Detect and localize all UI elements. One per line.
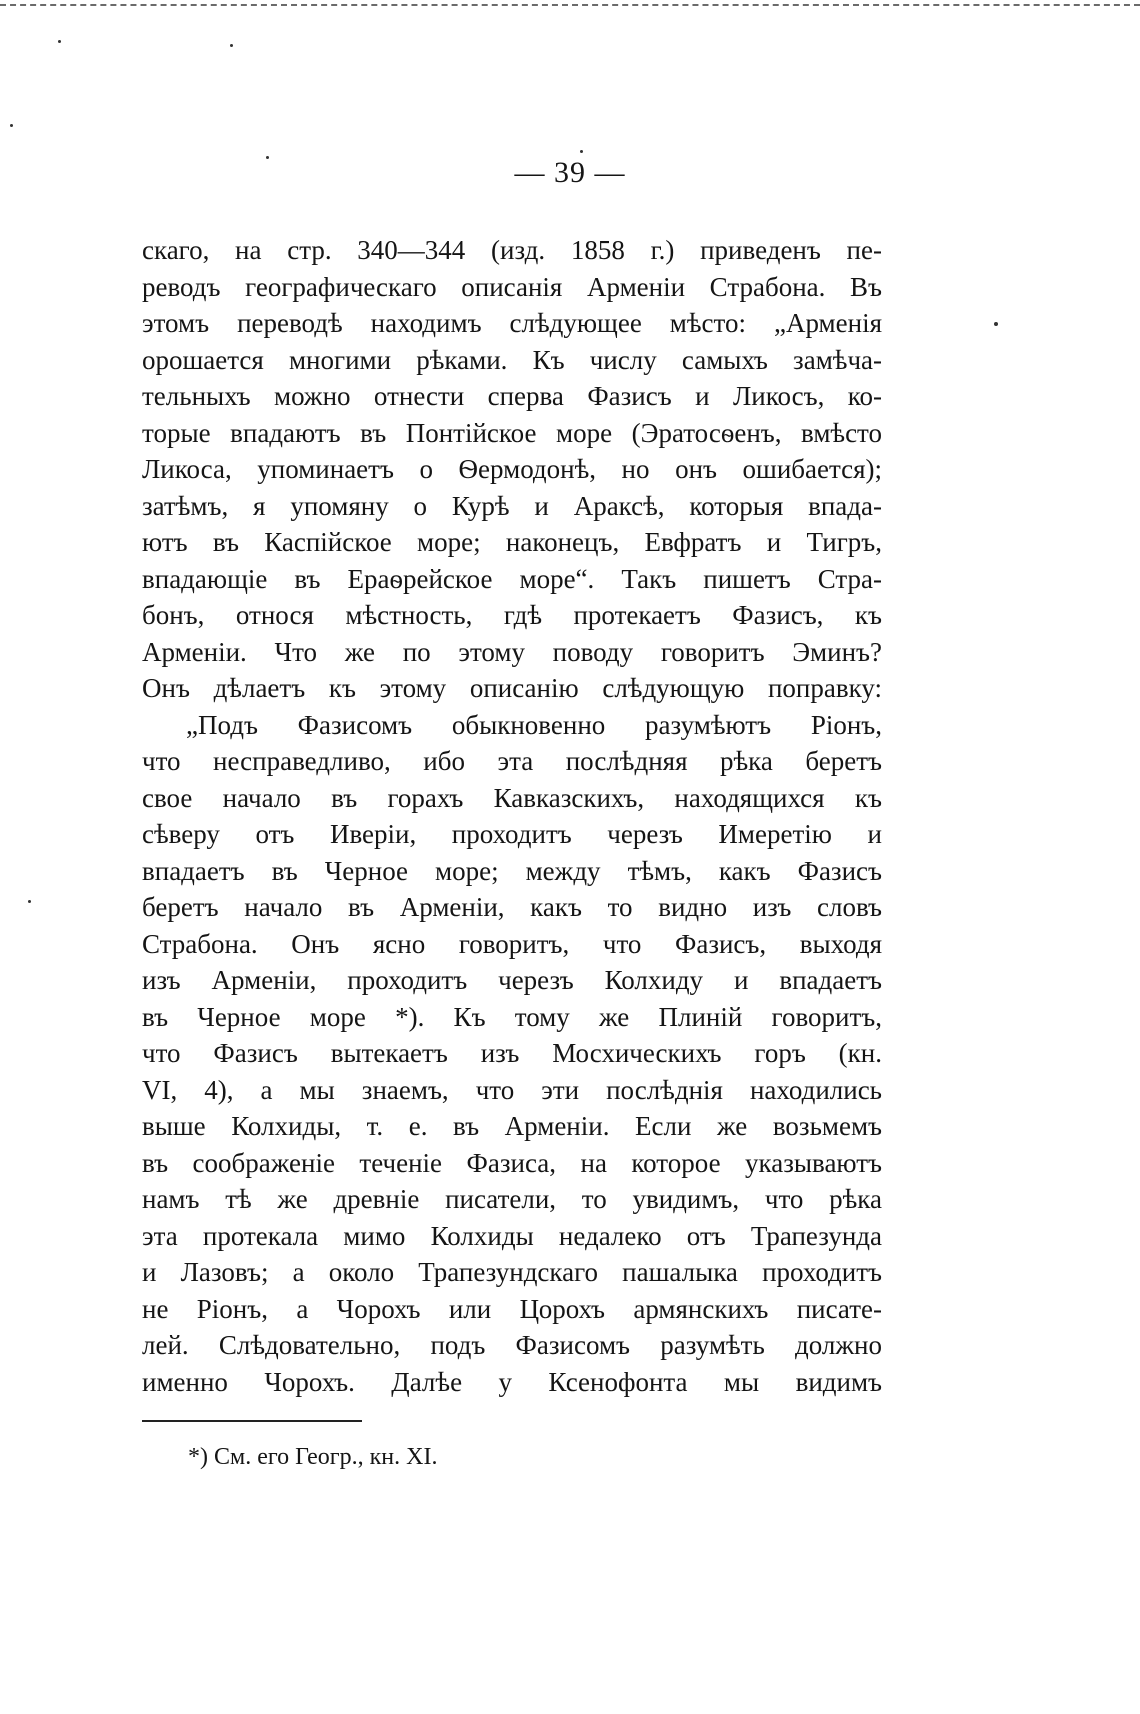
text-line: реводъ географическаго описанія Арменіи Страбона. Въ [142, 271, 882, 302]
text-line: Онъ дѣлаетъ къ этому описанію слѣдующую поправку: [142, 673, 882, 703]
text-line: Арменіи. Что же по этому поводу говоритъ Эминъ? [142, 636, 882, 667]
text-line: орошается многими рѣками. Къ числу самыхъ замѣча- [142, 344, 882, 375]
text-line: изъ Арменіи, проходитъ черезъ Колхиду и впадаетъ [142, 965, 882, 995]
text-line: торые впадаютъ въ Понтійское море (Эратосѳенъ, вмѣсто [142, 417, 882, 448]
text-line: и Лазовъ; а около Трапезундскаго пашалыка проходитъ [142, 1257, 882, 1287]
body-text [142, 232, 882, 1400]
scan-speck [58, 40, 61, 43]
scan-speck [230, 44, 233, 47]
text-line: „Подъ Фазисомъ обыкновенно разумѣютъ Ріонъ, [186, 709, 882, 740]
text-line: намъ тѣ же древніе писатели, то увидимъ, что рѣка [142, 1184, 882, 1214]
text-line: этомъ переводѣ находимъ слѣдующее мѣсто: „Арменія [142, 308, 882, 338]
text-line: бонъ, относя мѣстность, гдѣ протекаетъ Фазисъ, къ [142, 600, 882, 630]
text-line: свое начало въ горахъ Кавказскихъ, находящихся къ [142, 782, 882, 813]
footnote-divider [142, 1420, 362, 1422]
text-line: беретъ начало въ Арменіи, какъ то видно изъ словъ [142, 892, 882, 922]
footnote: *) См. его Геогр., кн. XI. [188, 1444, 438, 1470]
scan-speck [28, 900, 31, 903]
text-line: выше Колхиды, т. е. въ Арменіи. Если же возьмемъ [142, 1111, 882, 1141]
scan-speck [580, 150, 583, 153]
text-line: затѣмъ, я упомяну о Курѣ и Араксѣ, которыя впада- [142, 490, 882, 521]
text-line: именно Чорохъ. Далѣе у Ксенофонта мы видимъ [142, 1366, 882, 1397]
text-line: что Фазисъ вытекаетъ изъ Мосхическихъ горъ (кн. [142, 1038, 882, 1068]
text-line: въ соображеніе теченіе Фазиса, на которое указываютъ [142, 1147, 882, 1178]
text-line: скаго, на стр. 340—344 (изд. 1858 г.) приведенъ пе- [142, 235, 882, 265]
text-line: лей. Слѣдовательно, подъ Фазисомъ разумѣть должно [142, 1330, 882, 1360]
page-number: — 39 — [514, 156, 626, 189]
scan-speck [10, 124, 13, 127]
text-line: эта протекала мимо Колхиды недалеко отъ Трапезунда [142, 1220, 882, 1251]
text-line: впадаетъ въ Черное море; между тѣмъ, какъ Фазисъ [142, 855, 882, 886]
text-line: въ Черное море *). Къ тому же Плиній говоритъ, [142, 1001, 882, 1032]
text-line: ютъ въ Каспійское море; наконецъ, Евфратъ и Тигръ, [142, 527, 882, 557]
text-line: тельныхъ можно отнести сперва Фазисъ и Ликосъ, ко- [142, 381, 882, 411]
text-line: не Ріонъ, а Чорохъ или Цорохъ армянскихъ писате- [142, 1293, 882, 1324]
text-line: Ликоса, упоминаетъ о Ѳермодонѣ, но онъ ошибается); [142, 454, 882, 484]
text-line: что несправедливо, ибо эта послѣдняя рѣка беретъ [142, 746, 882, 776]
scan-top-edge [0, 4, 1140, 6]
text-line: впадающіе въ Ераѳрейское море“. Такъ пишетъ Стра- [142, 563, 882, 594]
text-line: Страбона. Онъ ясно говоритъ, что Фазисъ, выходя [142, 928, 882, 959]
scan-speck [994, 322, 998, 326]
text-line: сѣверу отъ Иверіи, проходитъ черезъ Имеретію и [142, 819, 882, 849]
text-line: VI, 4), а мы знаемъ, что эти послѣднія находились [142, 1074, 882, 1105]
